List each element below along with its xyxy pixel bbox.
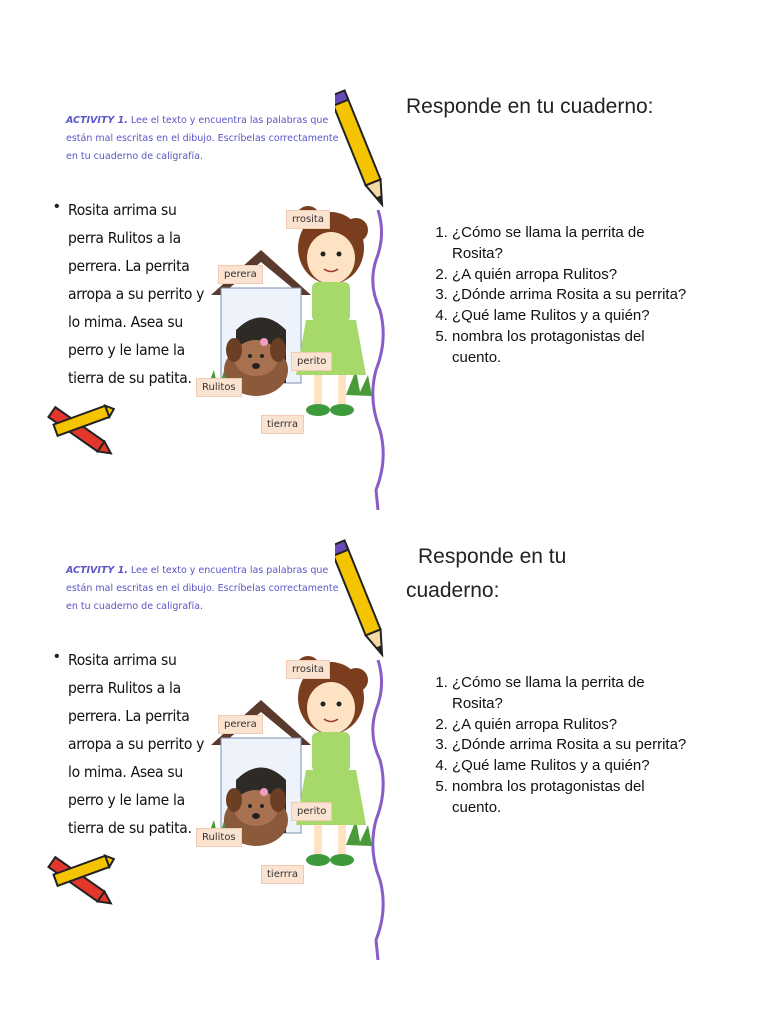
activity-instruction-text: Lee el texto y encuentra las palabras que están mal escritas en el dibujo. Escríbelas correctamente en tu cuaderno de caligrafía. bbox=[66, 115, 339, 162]
story-text: Rosita arrima su perra Rulitos a la perrera. La perrita arropa a su perrito y lo mima. Asea su perro y le lame la tierra de su patita. bbox=[68, 651, 205, 837]
label-perito: perito bbox=[291, 802, 332, 821]
label-tierrra: tierrra bbox=[261, 415, 304, 434]
crayons-icon bbox=[40, 398, 120, 468]
bullet: • bbox=[54, 198, 60, 215]
question-list bbox=[430, 223, 692, 369]
question-item: 2. ¿A quién arropa Rulitos? bbox=[452, 715, 692, 736]
activity-instruction-text: Lee el texto y encuentra las palabras que están mal escritas en el dibujo. Escríbelas correctamente en tu cuaderno de caligrafía. bbox=[66, 565, 339, 612]
prompt-heading: Responde en tu cuaderno: bbox=[406, 95, 654, 118]
label-rulitos: Rulitos bbox=[196, 828, 242, 847]
label-tierrra: tierrra bbox=[261, 865, 304, 884]
prompt-heading-text: Responde en tu cuaderno: bbox=[406, 545, 567, 602]
question-item: 4. ¿Qué lame Rulitos y a quién? bbox=[452, 756, 692, 777]
question-item: 5. nombra los protagonistas del cuento. bbox=[452, 327, 692, 369]
worksheet-block-2 bbox=[0, 530, 768, 960]
story-text: Rosita arrima su perra Rulitos a la perrera. La perrita arropa a su perrito y lo mima. Asea su perro y le lame la tierra de su patita. bbox=[68, 201, 205, 387]
bullet: • bbox=[54, 648, 60, 665]
pencil-icon bbox=[335, 85, 385, 215]
question-item: 4. ¿Qué lame Rulitos y a quién? bbox=[452, 306, 692, 327]
question-item: 3. ¿Dónde arrima Rosita a su perrita? bbox=[452, 285, 692, 306]
label-rrosita: rrosita bbox=[286, 210, 330, 229]
activity-instructions bbox=[66, 562, 351, 616]
label-rrosita: rrosita bbox=[286, 660, 330, 679]
pencil-icon bbox=[335, 535, 385, 665]
question-item: 1. ¿Cómo se llama la perrita de Rosita? bbox=[452, 223, 692, 265]
prompt-heading bbox=[406, 540, 656, 608]
activity-title: ACTIVITY 1. bbox=[66, 115, 128, 126]
label-perera: perera bbox=[218, 715, 263, 734]
label-perito: perito bbox=[291, 352, 332, 371]
squiggle-divider bbox=[368, 210, 388, 510]
squiggle-divider bbox=[368, 660, 388, 960]
label-perera: perera bbox=[218, 265, 263, 284]
question-list bbox=[430, 673, 692, 819]
activity-instructions bbox=[66, 112, 351, 166]
worksheet-block-1 bbox=[0, 80, 768, 510]
question-item: 1. ¿Cómo se llama la perrita de Rosita? bbox=[452, 673, 692, 715]
question-item: 5. nombra los protagonistas del cuento. bbox=[452, 777, 692, 819]
question-item: 2. ¿A quién arropa Rulitos? bbox=[452, 265, 692, 286]
crayons-icon bbox=[40, 848, 120, 918]
label-rulitos: Rulitos bbox=[196, 378, 242, 397]
activity-title: ACTIVITY 1. bbox=[66, 565, 128, 576]
question-item: 3. ¿Dónde arrima Rosita a su perrita? bbox=[452, 735, 692, 756]
